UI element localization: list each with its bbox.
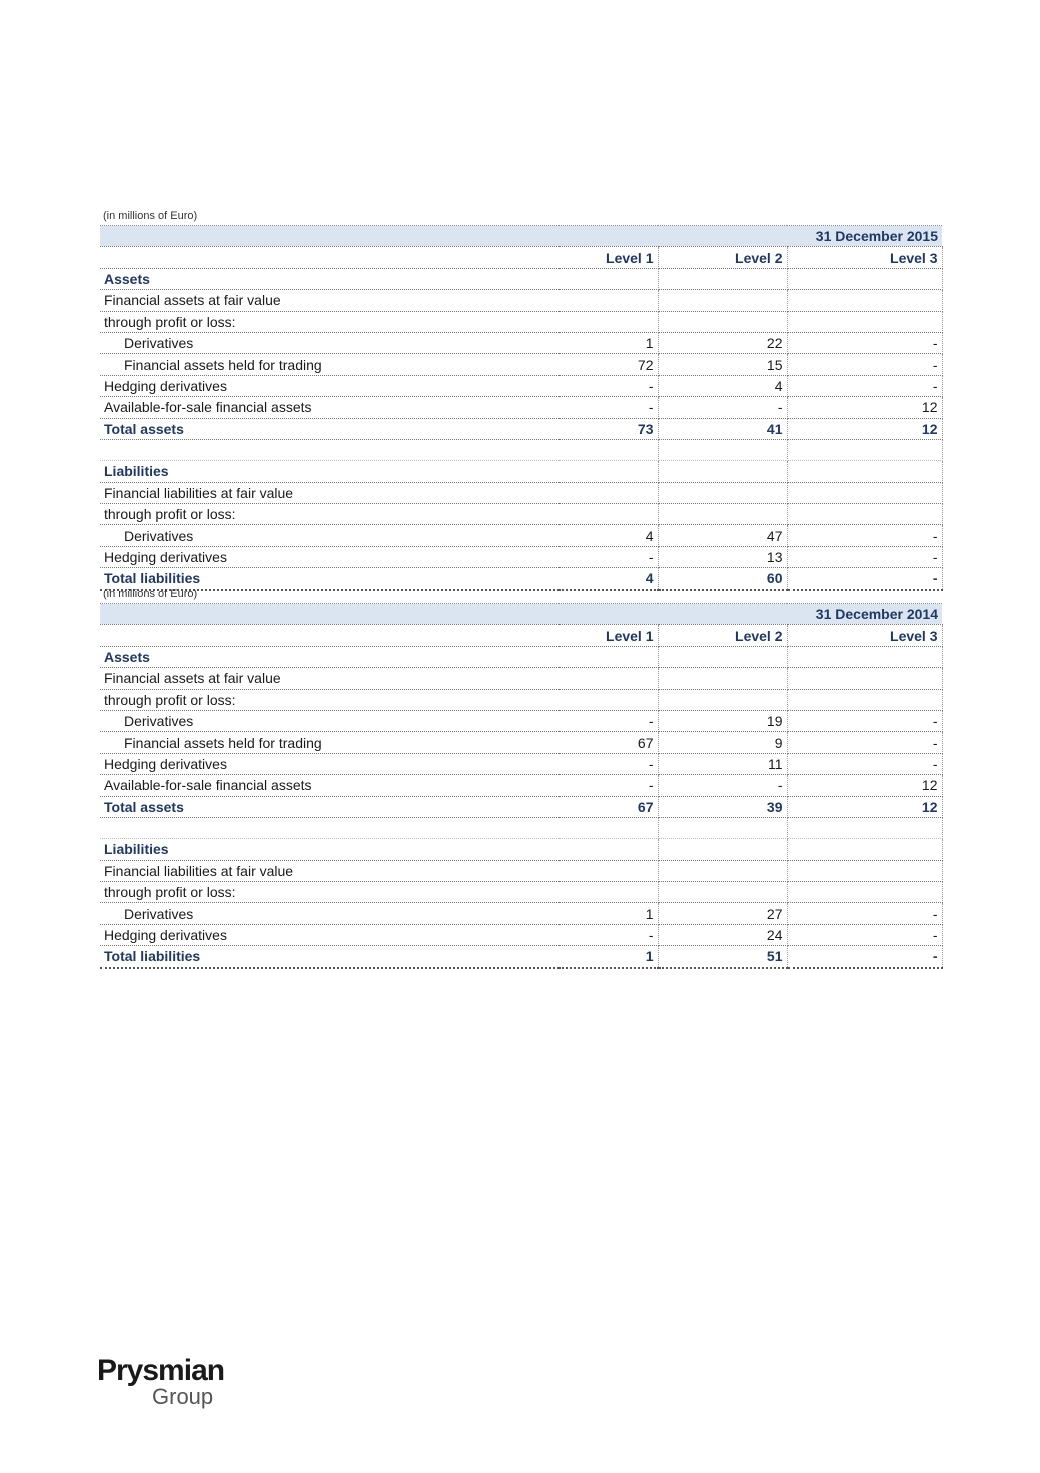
- row-value: -: [559, 375, 658, 396]
- column-header: Level 2: [658, 247, 787, 268]
- row-label: Derivatives: [100, 903, 559, 924]
- table-row: [100, 946, 942, 968]
- row-value: [787, 860, 942, 881]
- row-value: -: [787, 710, 942, 731]
- row-value: 12: [787, 418, 942, 439]
- row-value: [787, 668, 942, 689]
- units-note: (in millions of Euro): [103, 210, 198, 222]
- row-value: [787, 689, 942, 710]
- row-value: [787, 268, 942, 289]
- row-value: 73: [559, 418, 658, 439]
- row-value: -: [787, 354, 942, 375]
- date-header-row: [100, 604, 942, 625]
- row-value: -: [787, 375, 942, 396]
- row-label: Liabilities: [100, 839, 559, 860]
- row-value: [658, 839, 787, 860]
- row-value: [559, 882, 658, 903]
- row-label: Available-for-sale financial assets: [100, 397, 559, 418]
- row-value: 12: [787, 775, 942, 796]
- table-row: [100, 710, 942, 731]
- row-value: -: [787, 568, 942, 590]
- row-label: Hedging derivatives: [100, 924, 559, 945]
- row-value: [787, 461, 942, 482]
- row-value: 1: [559, 903, 658, 924]
- row-value: [658, 882, 787, 903]
- table-row: [100, 290, 942, 311]
- table-row: [100, 668, 942, 689]
- row-value: [658, 689, 787, 710]
- row-value: 51: [658, 946, 787, 968]
- hierarchy-table: [100, 603, 942, 969]
- row-value: -: [787, 732, 942, 753]
- column-header-row: [100, 247, 942, 268]
- row-value: 13: [658, 546, 787, 567]
- row-value: [658, 817, 787, 838]
- table-row: [100, 504, 942, 525]
- row-label: through profit or loss:: [100, 689, 559, 710]
- row-value: [787, 439, 942, 460]
- table-row: [100, 332, 942, 353]
- table-row: [100, 775, 942, 796]
- row-label: Hedging derivatives: [100, 753, 559, 774]
- row-value: [787, 482, 942, 503]
- logo-sub-text: Group: [152, 1384, 214, 1409]
- row-value: 4: [559, 568, 658, 590]
- row-label: Hedging derivatives: [100, 375, 559, 396]
- table-row: [100, 689, 942, 710]
- row-value: 67: [559, 732, 658, 753]
- table-row: [100, 796, 942, 817]
- row-value: -: [787, 525, 942, 546]
- row-label: Derivatives: [100, 710, 559, 731]
- row-value: 67: [559, 796, 658, 817]
- row-value: [658, 268, 787, 289]
- row-label: Derivatives: [100, 332, 559, 353]
- row-value: -: [658, 397, 787, 418]
- row-label: Financial assets held for trading: [100, 354, 559, 375]
- row-value: 4: [658, 375, 787, 396]
- table-row: [100, 839, 942, 860]
- row-label: Financial assets held for trading: [100, 732, 559, 753]
- table-row: [100, 817, 942, 838]
- row-label: Liabilities: [100, 461, 559, 482]
- row-value: [787, 882, 942, 903]
- table-row: [100, 924, 942, 945]
- row-label: Hedging derivatives: [100, 546, 559, 567]
- row-label: Financial liabilities at fair value: [100, 482, 559, 503]
- table-row: [100, 732, 942, 753]
- row-value: [787, 311, 942, 332]
- row-value: 19: [658, 710, 787, 731]
- row-label: Available-for-sale financial assets: [100, 775, 559, 796]
- row-value: [658, 504, 787, 525]
- date-header-row: [100, 226, 942, 247]
- row-value: -: [559, 775, 658, 796]
- row-value: [787, 817, 942, 838]
- fair-value-table-2015: [100, 208, 942, 591]
- row-label: Assets: [100, 646, 559, 667]
- table-row: [100, 461, 942, 482]
- table-row: [100, 646, 942, 667]
- row-value: [787, 290, 942, 311]
- date-header-spacer: [658, 604, 787, 625]
- row-value: [787, 839, 942, 860]
- row-value: -: [559, 397, 658, 418]
- row-value: [559, 860, 658, 881]
- row-value: -: [658, 775, 787, 796]
- column-header: Level 1: [559, 625, 658, 646]
- date-header-spacer: [100, 604, 559, 625]
- table-row: [100, 860, 942, 881]
- row-value: [559, 689, 658, 710]
- row-value: 12: [787, 796, 942, 817]
- row-value: [658, 461, 787, 482]
- row-label: through profit or loss:: [100, 882, 559, 903]
- column-header: Level 3: [787, 625, 942, 646]
- row-label: Financial assets at fair value: [100, 668, 559, 689]
- row-label: through profit or loss:: [100, 504, 559, 525]
- row-value: [658, 439, 787, 460]
- table-row: [100, 397, 942, 418]
- row-value: [559, 504, 658, 525]
- row-value: 1: [559, 946, 658, 968]
- row-value: -: [559, 546, 658, 567]
- row-value: 27: [658, 903, 787, 924]
- table-row: [100, 311, 942, 332]
- row-value: [787, 504, 942, 525]
- row-label: Assets: [100, 268, 559, 289]
- row-value: -: [787, 903, 942, 924]
- date-header-spacer: [100, 226, 559, 247]
- row-value: 9: [658, 732, 787, 753]
- row-value: [658, 311, 787, 332]
- prysmian-group-logo: [97, 1354, 237, 1414]
- row-value: 12: [787, 397, 942, 418]
- row-value: [559, 311, 658, 332]
- row-label: Total assets: [100, 796, 559, 817]
- table-row: [100, 439, 942, 460]
- row-value: [559, 646, 658, 667]
- table-row: [100, 418, 942, 439]
- row-label: Derivatives: [100, 525, 559, 546]
- period-date-header: 31 December 2015: [787, 226, 942, 247]
- row-value: -: [559, 753, 658, 774]
- row-value: [658, 646, 787, 667]
- column-header-row: [100, 625, 942, 646]
- units-note: (in millions of Euro): [103, 588, 198, 600]
- row-value: 41: [658, 418, 787, 439]
- row-label: through profit or loss:: [100, 311, 559, 332]
- date-header-spacer: [658, 226, 787, 247]
- table-row: [100, 546, 942, 567]
- row-value: 24: [658, 924, 787, 945]
- row-value: -: [559, 924, 658, 945]
- row-value: [787, 646, 942, 667]
- row-label: Total liabilities: [100, 946, 559, 968]
- fair-value-table-2014: [100, 586, 942, 969]
- logo-main-text: Prysmian: [97, 1354, 225, 1387]
- table-row: [100, 882, 942, 903]
- row-label: [100, 817, 559, 838]
- row-value: 22: [658, 332, 787, 353]
- row-value: -: [787, 546, 942, 567]
- row-value: [559, 668, 658, 689]
- row-label: Total assets: [100, 418, 559, 439]
- row-value: [658, 668, 787, 689]
- row-value: 1: [559, 332, 658, 353]
- row-value: 47: [658, 525, 787, 546]
- column-header-label: [100, 247, 559, 268]
- row-value: 60: [658, 568, 787, 590]
- column-header: Level 1: [559, 247, 658, 268]
- table-row: [100, 268, 942, 289]
- table-row: [100, 753, 942, 774]
- column-header: Level 3: [787, 247, 942, 268]
- row-label: Financial liabilities at fair value: [100, 860, 559, 881]
- row-value: [559, 817, 658, 838]
- row-value: [559, 482, 658, 503]
- row-value: [559, 439, 658, 460]
- row-label: Financial assets at fair value: [100, 290, 559, 311]
- table-row: [100, 354, 942, 375]
- row-value: -: [559, 710, 658, 731]
- column-header: Level 2: [658, 625, 787, 646]
- table-row: [100, 375, 942, 396]
- date-header-spacer: [559, 226, 658, 247]
- row-value: -: [787, 946, 942, 968]
- column-header-label: [100, 625, 559, 646]
- row-value: [559, 268, 658, 289]
- row-value: -: [787, 753, 942, 774]
- row-label: Total liabilities: [100, 568, 559, 590]
- row-value: -: [787, 332, 942, 353]
- row-value: 15: [658, 354, 787, 375]
- hierarchy-table: [100, 225, 942, 591]
- period-date-header: 31 December 2014: [787, 604, 942, 625]
- row-value: [658, 860, 787, 881]
- table-row: [100, 525, 942, 546]
- row-value: 39: [658, 796, 787, 817]
- table-row: [100, 482, 942, 503]
- row-value: [559, 839, 658, 860]
- date-header-spacer: [559, 604, 658, 625]
- table-row: [100, 903, 942, 924]
- row-value: 4: [559, 525, 658, 546]
- row-value: [559, 461, 658, 482]
- row-value: 72: [559, 354, 658, 375]
- row-label: [100, 439, 559, 460]
- row-value: [658, 482, 787, 503]
- row-value: [559, 290, 658, 311]
- row-value: -: [787, 924, 942, 945]
- row-value: [658, 290, 787, 311]
- row-value: 11: [658, 753, 787, 774]
